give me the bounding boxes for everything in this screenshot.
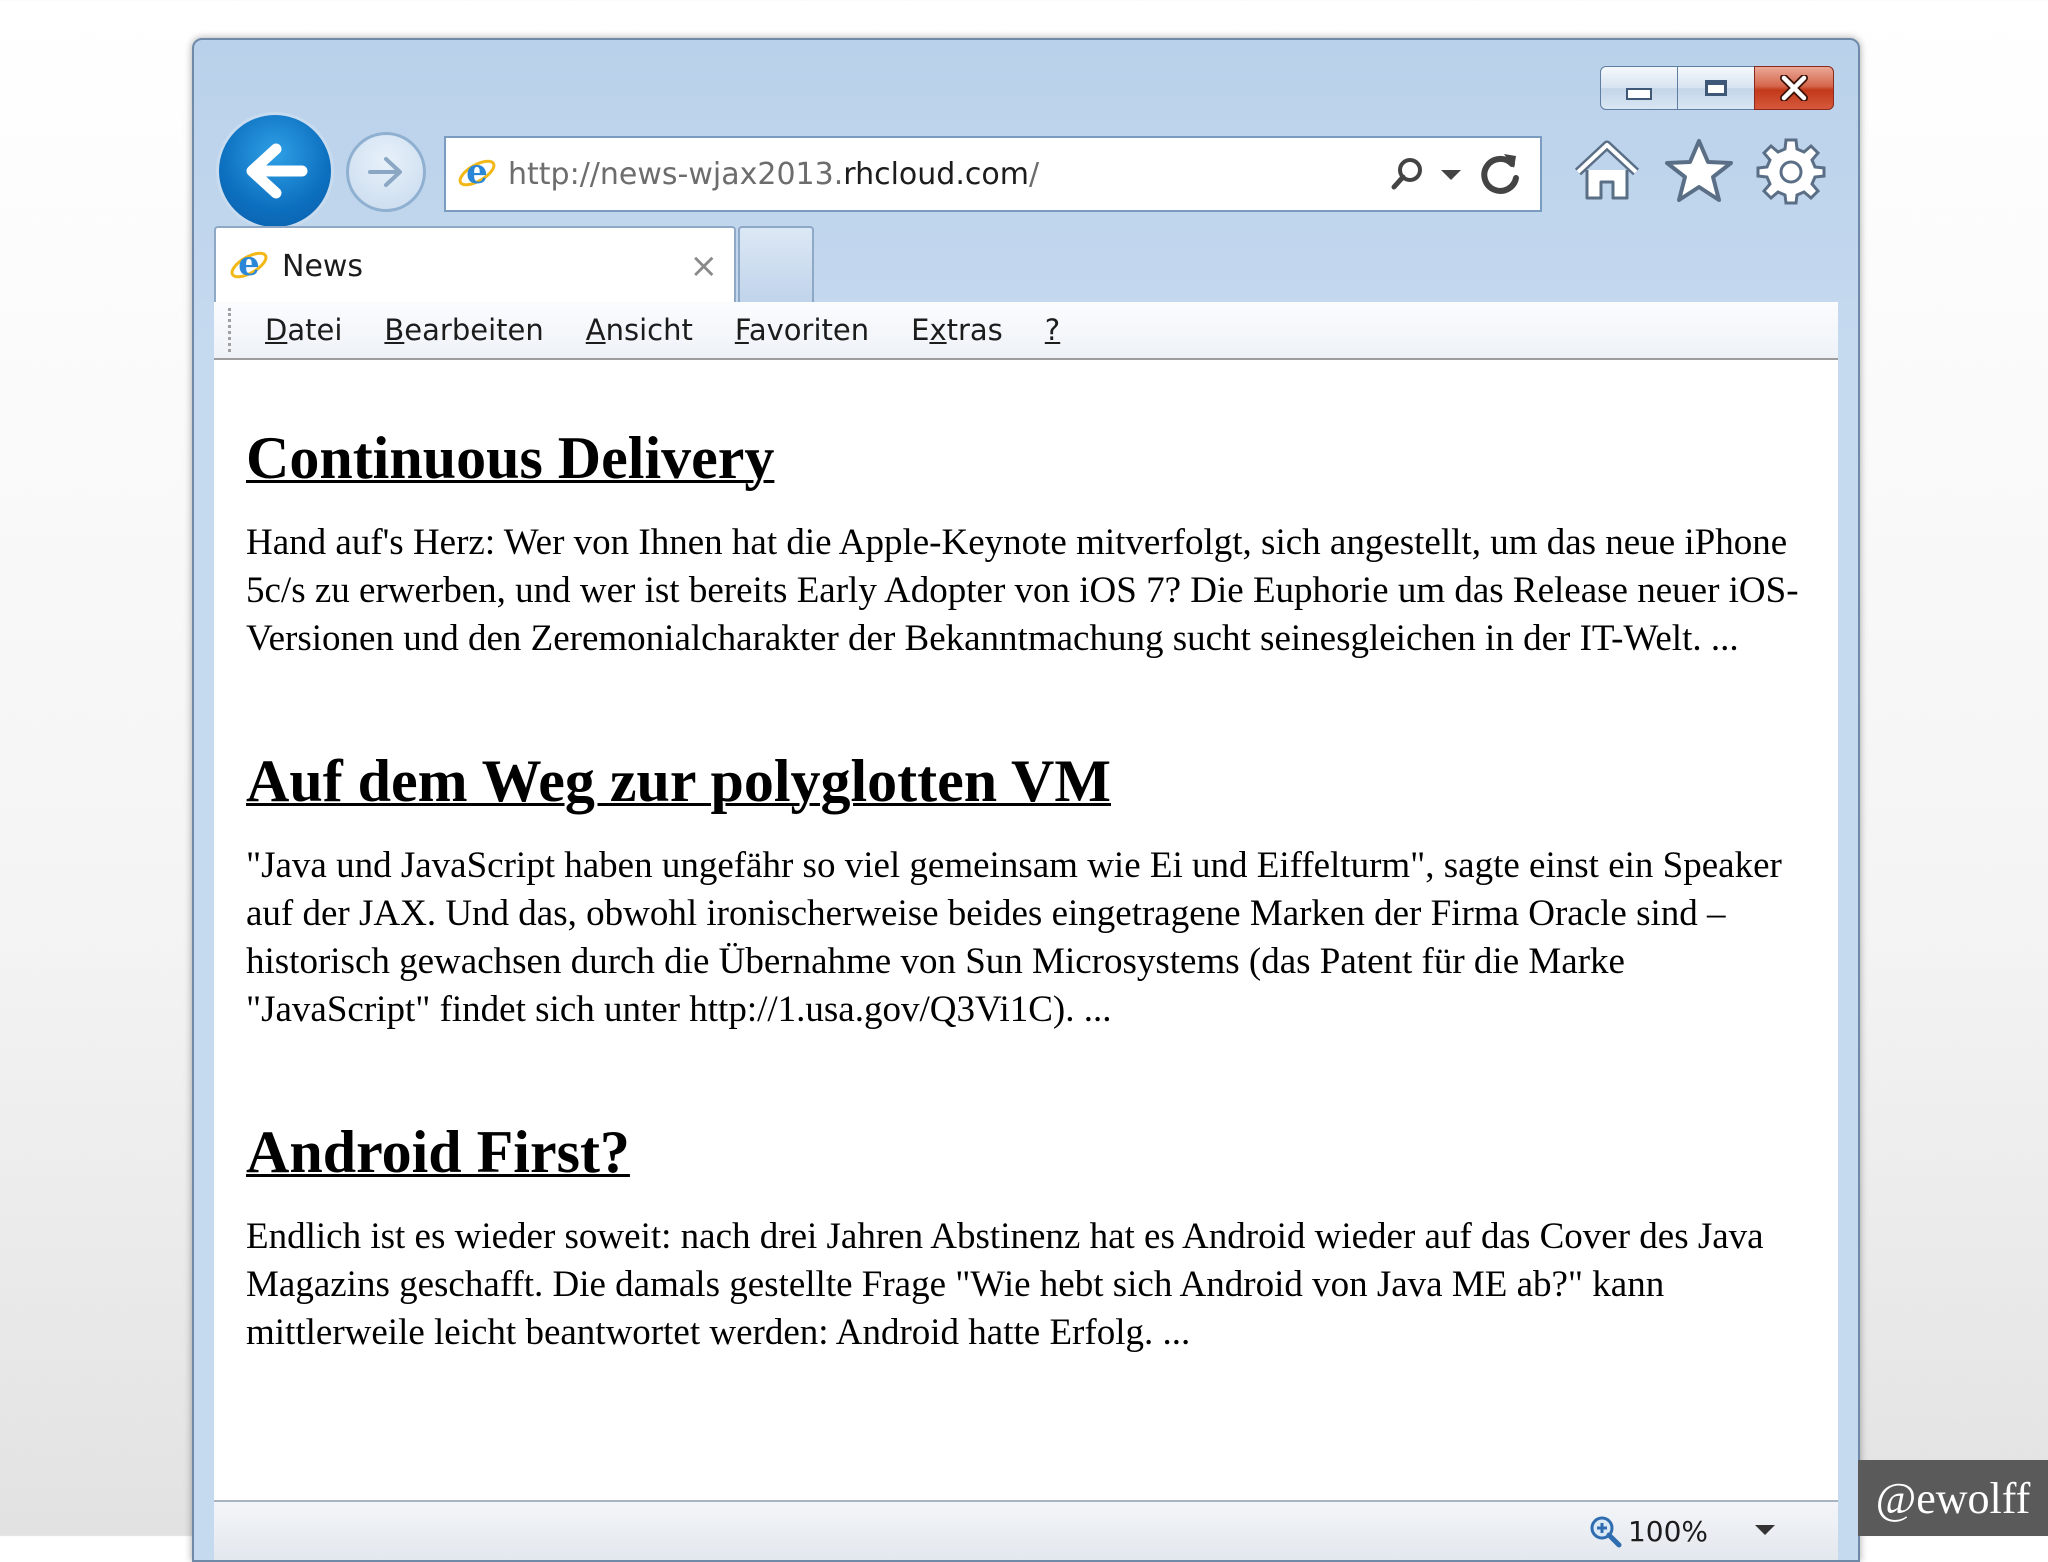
search-icon[interactable] <box>1388 154 1428 194</box>
menu-bar <box>214 302 1838 360</box>
maximize-button[interactable] <box>1677 66 1755 110</box>
minimize-icon <box>1626 88 1652 100</box>
minimize-button[interactable] <box>1600 66 1678 110</box>
chevron-down-icon[interactable] <box>1436 159 1466 189</box>
forward-button[interactable] <box>346 132 426 212</box>
article-title-link[interactable]: Continuous Delivery <box>246 425 775 491</box>
url-suffix: / <box>1028 156 1040 192</box>
menu-bearbeiten[interactable]: Bearbeiten <box>384 313 544 347</box>
forward-arrow-icon <box>364 153 408 191</box>
zoom-control[interactable] <box>1588 1514 1708 1548</box>
maximize-icon <box>1705 80 1727 96</box>
gear-icon[interactable] <box>1756 136 1826 206</box>
menu-datei[interactable]: Datei <box>265 313 343 347</box>
zoom-level: 100% <box>1627 1514 1708 1548</box>
page-content <box>214 360 1838 1500</box>
article-title <box>246 1118 1838 1187</box>
tab-title: News <box>282 248 364 284</box>
browser-toolbar <box>1572 136 1826 206</box>
ie-logo-icon <box>456 151 498 197</box>
menu-help[interactable]: ? <box>1044 313 1061 347</box>
article-title-link[interactable]: Android First? <box>246 1119 630 1185</box>
url-prefix: http://news-wjax2013. <box>508 156 844 192</box>
article-teaser: Endlich ist es wieder soweit: nach drei Jahren Abstinenz hat es Android wieder auf das Cover des Java Magazins geschafft. Die damals gestellte Frage "Wie hebt sich Android von Java ME ab?" kann mittlerweile leicht beantwortet werden: Android hatte Erfolg. ... <box>246 1216 1764 1353</box>
chevron-down-icon[interactable] <box>1752 1519 1778 1543</box>
article <box>246 747 1838 1034</box>
favorites-star-icon[interactable] <box>1664 136 1734 206</box>
article-title <box>246 747 1838 816</box>
article <box>246 424 1838 663</box>
refresh-icon[interactable] <box>1474 148 1526 200</box>
zoom-icon <box>1588 1514 1622 1548</box>
address-bar[interactable] <box>444 136 1542 212</box>
article-title-link[interactable]: Auf dem Weg zur polyglotten VM <box>246 748 1111 814</box>
window-controls <box>1601 66 1834 110</box>
menu-extras[interactable]: Extras <box>911 313 1003 347</box>
url-text[interactable] <box>508 157 1039 192</box>
back-button[interactable] <box>216 112 334 230</box>
home-icon[interactable] <box>1572 136 1642 206</box>
new-tab-button[interactable] <box>738 226 814 304</box>
close-icon <box>1779 75 1809 101</box>
status-bar <box>214 1500 1838 1560</box>
close-button[interactable] <box>1754 66 1834 110</box>
svg-text:e: e <box>238 244 260 284</box>
browser-window <box>192 38 1860 1562</box>
menu-grip <box>228 308 235 352</box>
back-arrow-icon <box>240 141 310 201</box>
menu-favoriten[interactable]: Favoriten <box>734 313 870 347</box>
address-tools <box>1388 148 1540 200</box>
tab-close-icon[interactable]: × <box>689 246 718 286</box>
tab-news[interactable] <box>214 226 736 304</box>
article-teaser: "Java und JavaScript haben ungefähr so viel gemeinsam wie Ei und Eiffelturm", sagte einst ein Speaker auf der JAX. Und das, obwohl ironischerweise beides eingetragene Marken der Firma Oracle sind – historisch gewachsen durch die Übernahme von Sun Microsystems (das Patent für die Marke "JavaScript" findet sich unter http://1.usa.gov/Q3Vi1C). ... <box>246 845 1782 1030</box>
svg-text:e: e <box>466 152 488 192</box>
article-title <box>246 424 1838 493</box>
menu-ansicht[interactable]: Ansicht <box>585 313 693 347</box>
author-watermark: @ewolff <box>1858 1460 2048 1536</box>
article <box>246 1118 1838 1357</box>
url-domain: rhcloud.com <box>843 156 1029 192</box>
article-teaser: Hand auf's Herz: Wer von Ihnen hat die Apple-Keynote mitverfolgt, sich angestellt, um das neue iPhone 5c/s zu erwerben, und wer ist bereits Early Adopter von iOS 7? Die Euphorie um das Release neuer iOS-Versionen und den Zeremonialcharakter der Bekanntmachung sucht seinesgleichen in der IT-Welt. ... <box>246 522 1799 659</box>
ie-logo-icon <box>228 243 270 289</box>
